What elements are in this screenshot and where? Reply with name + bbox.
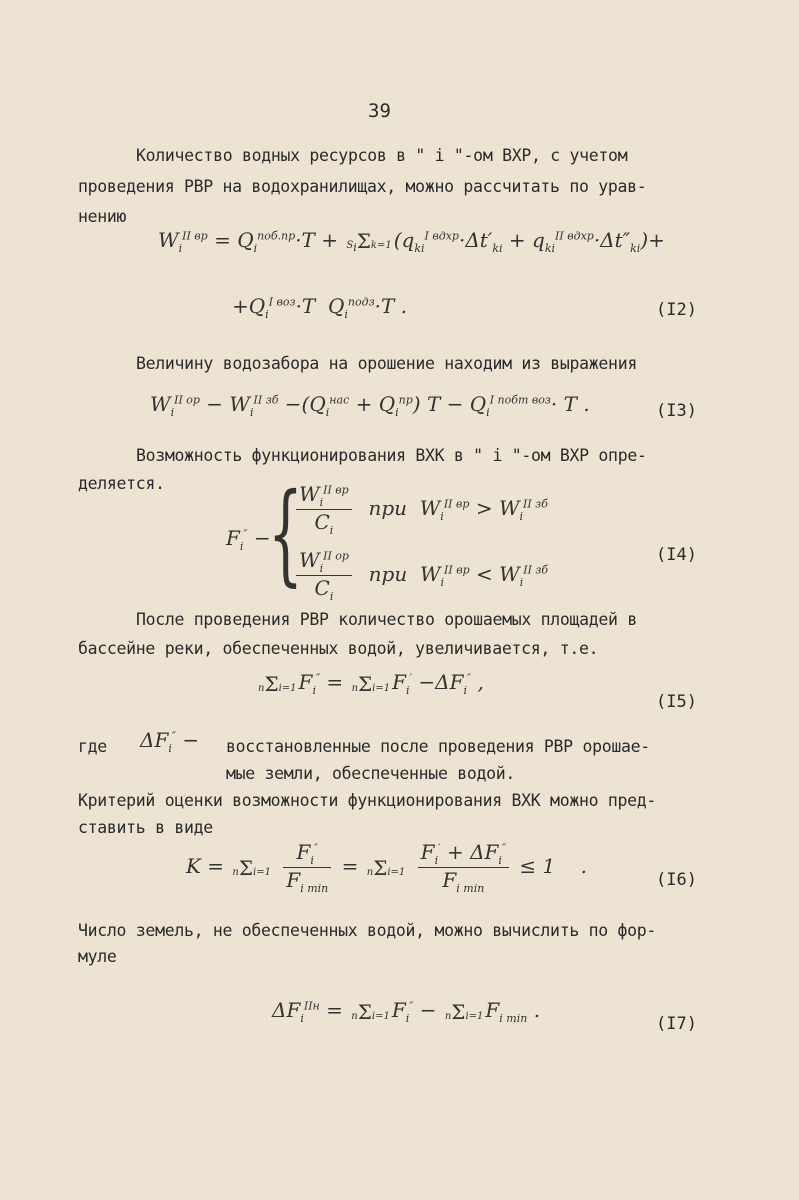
paragraph-line: Количество водных ресурсов в " i "-ом ВХР, с учетом (136, 146, 628, 165)
paragraph-line: где (78, 737, 107, 756)
paragraph-line: Величину водозабора на орошение находим из выражения (136, 354, 637, 373)
paragraph-line: ставить в виде (78, 818, 213, 837)
paragraph-line: бассейне реки, обеспеченных водой, увеличивается, т.е. (78, 639, 599, 658)
paragraph-line: мые земли, обеспеченные водой. (226, 764, 516, 783)
formula-16: K = nΣi=1 $\frac{F_i''}{F_{i min}}$ = nΣi=1 $\frac{F_i' + \Delta F_i''}{F_{i min}}$ ≤ 1 . (186, 840, 588, 895)
page-number: 39 (368, 100, 391, 122)
equation-number: (I3) (656, 401, 697, 421)
equation-number: (I6) (656, 870, 697, 890)
paragraph-line: Критерий оценки возможности функционирования ВХК можно пред- (78, 791, 657, 810)
formula-14-case1: $\frac{W_i^{II вр}}{C_i}$ при $W_i^{II вр} > W_i^{II зб}$ (292, 482, 548, 537)
paragraph-line: Возможность функционирования ВХК в " i "-ом ВХР опре- (136, 446, 647, 465)
paragraph-line: нению (78, 207, 127, 226)
formula-13: $W_i^{II ор} - W_i^{II зб} -(Q_i^{нас} + Q_i^{пр}) T - Q_i^{I побт воз}\cdot T$ . (150, 392, 590, 419)
paragraph-line: восстановленные после проведения РВР орошае- (226, 737, 650, 756)
paragraph-line: муле (78, 947, 117, 966)
paragraph-line: деляется. (78, 474, 165, 493)
formula-14-case2: $\frac{W_i^{II ор}}{C_i}$ при $W_i^{II вр} < W_i^{II зб}$ (292, 548, 548, 603)
formula-17: $\Delta F_i^{IIн} = n\Sigma i=1$ $F_i'' - n\Sigma i=1$ $F_{i min}$ . (272, 998, 541, 1025)
paragraph-line: После проведения РВР количество орошаемых площадей в (136, 610, 637, 629)
paragraph-line: проведения РВР на водохранилищах, можно рассчитать по урав- (78, 177, 647, 196)
delta-f-term: $\Delta F_i''$ − (140, 728, 200, 755)
paragraph-line: Число земель, не обеспеченных водой, можно вычислить по фор- (78, 921, 657, 940)
formula-15: nΣi=1 $F_i'' = n\Sigma i=1$ $F_i' -\Delta F_i''$ , (258, 670, 484, 697)
formula-12-line1: $W_i^{II вр} = Q_i^{поб.пр}\cdot T + S_i\Sigma k=1$ $(q_{ki}^{I вдхр}\cdot\Delta t'_{ki} + q_{ki}^{II вдхр}\cdot\Delta t''_{ki})+$ (158, 228, 665, 255)
equation-number: (I4) (656, 545, 697, 565)
equation-number: (I2) (656, 300, 697, 320)
equation-number: (I7) (656, 1014, 697, 1034)
left-brace: { (268, 469, 303, 597)
formula-12-line2: $+Q_i^{I воз}\cdot T$ $Q_i^{подз}\cdot T$ . (232, 294, 408, 321)
formula-14-lhs: $F_i''$ − (226, 526, 271, 553)
equation-number: (I5) (656, 692, 697, 712)
